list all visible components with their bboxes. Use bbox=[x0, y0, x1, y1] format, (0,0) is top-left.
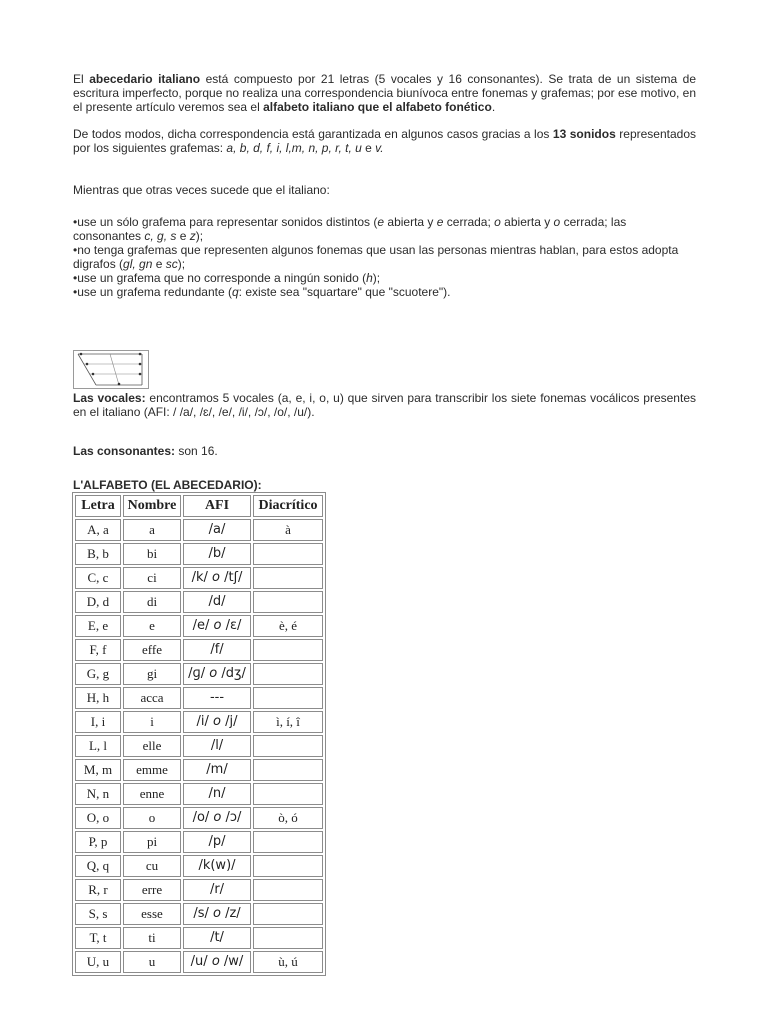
table-row bbox=[75, 543, 323, 565]
letter-cell: D, d bbox=[75, 591, 121, 613]
column-header: Diacrítico bbox=[253, 495, 323, 517]
letter-cell: I, i bbox=[75, 711, 121, 733]
letter-cell: H, h bbox=[75, 687, 121, 709]
name-cell: cu bbox=[123, 855, 181, 877]
text: •no tenga grafemas que representen algunos fonemas que usan las personas mientras hablan, para estos adopta digrafos ( bbox=[73, 243, 679, 271]
diacritic-cell bbox=[253, 639, 323, 661]
diacritic-cell bbox=[253, 855, 323, 877]
ipa-cell: /d/ bbox=[183, 591, 251, 613]
diacritic-cell: ò, ó bbox=[253, 807, 323, 829]
diacritic-cell: ì, í, î bbox=[253, 711, 323, 733]
table-row bbox=[75, 639, 323, 661]
name-cell: di bbox=[123, 591, 181, 613]
diacritic-cell bbox=[253, 903, 323, 925]
italic-term: a, b, d, f, i, l,m, n, p, r, t, u bbox=[226, 141, 362, 155]
vowels-text: encontramos 5 vocales (a, e, i, o, u) que sirven para transcribir los siete fonemas vocálicos presentes en el italiano (AFI: / /a/, /ɛ/, /e/, /i/, /ɔ/, /o/, /u/). bbox=[73, 391, 696, 419]
name-cell: ti bbox=[123, 927, 181, 949]
table-row bbox=[75, 663, 323, 685]
table-row bbox=[75, 807, 323, 829]
text: •use un grafema que no corresponde a ningún sonido ( bbox=[73, 271, 367, 285]
connector-word: o bbox=[211, 954, 220, 969]
list-item bbox=[73, 243, 696, 271]
ipa-cell: /b/ bbox=[183, 543, 251, 565]
connector-word: o bbox=[213, 618, 222, 633]
consonants-label: Las consonantes: bbox=[73, 444, 176, 458]
table-row bbox=[75, 615, 323, 637]
diacritic-cell bbox=[253, 567, 323, 589]
column-header: Letra bbox=[75, 495, 121, 517]
ipa-cell: /i/ o /j/ bbox=[183, 711, 251, 733]
connector-word: o bbox=[212, 570, 221, 585]
italic-term: o bbox=[494, 215, 501, 229]
connector-word: o bbox=[213, 810, 222, 825]
connector-word: o bbox=[209, 666, 218, 681]
letter-cell: C, c bbox=[75, 567, 121, 589]
list-item bbox=[73, 215, 696, 243]
letter-cell: F, f bbox=[75, 639, 121, 661]
name-cell: effe bbox=[123, 639, 181, 661]
italic-term: v. bbox=[375, 141, 384, 155]
text: e bbox=[361, 141, 376, 155]
ipa-cell: /l/ bbox=[183, 735, 251, 757]
table-row bbox=[75, 711, 323, 733]
italic-term: z bbox=[189, 229, 196, 243]
column-header: Nombre bbox=[123, 495, 181, 517]
column-header: AFI bbox=[183, 495, 251, 517]
bold-term: alfabeto italiano que el alfabeto fonético bbox=[263, 100, 492, 114]
italic-term: q bbox=[231, 285, 239, 299]
text: abierta y bbox=[500, 215, 554, 229]
italic-term: o bbox=[553, 215, 561, 229]
letter-cell: R, r bbox=[75, 879, 121, 901]
feature-list bbox=[73, 215, 696, 299]
name-cell: o bbox=[123, 807, 181, 829]
name-cell: e bbox=[123, 615, 181, 637]
table-row bbox=[75, 783, 323, 805]
diacritic-cell bbox=[253, 663, 323, 685]
italic-term: e bbox=[436, 215, 444, 229]
diacritic-cell bbox=[253, 831, 323, 853]
intro-paragraph-3: Mientras que otras veces sucede que el italiano: bbox=[73, 183, 330, 197]
table-title: L'ALFABETO (EL ABECEDARIO): bbox=[73, 478, 262, 492]
text: abierta y bbox=[384, 215, 437, 229]
table-body bbox=[75, 519, 323, 973]
ipa-cell: /p/ bbox=[183, 831, 251, 853]
table-row bbox=[75, 567, 323, 589]
diacritic-cell bbox=[253, 783, 323, 805]
ipa-cell: /t/ bbox=[183, 927, 251, 949]
table-row bbox=[75, 903, 323, 925]
table-row bbox=[75, 855, 323, 877]
vowels-label: Las vocales: bbox=[73, 391, 146, 405]
diacritic-cell bbox=[253, 735, 323, 757]
connector-word: o bbox=[212, 906, 221, 921]
text: cerrada; bbox=[443, 215, 495, 229]
name-cell: ci bbox=[123, 567, 181, 589]
connector-word: o bbox=[213, 714, 221, 729]
ipa-cell: /e/ o /ɛ/ bbox=[183, 615, 251, 637]
text: representados por los siguientes grafemas: bbox=[73, 127, 696, 155]
text: cerrada; las consonantes bbox=[73, 215, 627, 243]
table-header-row bbox=[75, 495, 323, 517]
table-row bbox=[75, 591, 323, 613]
ipa-cell: /a/ bbox=[183, 519, 251, 541]
ipa-cell: /k/ o /tʃ/ bbox=[183, 567, 251, 589]
letter-cell: Q, q bbox=[75, 855, 121, 877]
letter-cell: L, l bbox=[75, 735, 121, 757]
name-cell: emme bbox=[123, 759, 181, 781]
text: . bbox=[491, 100, 496, 114]
vowel-trapezoid-image bbox=[73, 350, 149, 389]
bold-term: abecedario italiano bbox=[89, 72, 201, 86]
table-row bbox=[75, 735, 323, 757]
table-row bbox=[75, 759, 323, 781]
bold-term: 13 sonidos bbox=[552, 127, 616, 141]
diacritic-cell bbox=[253, 591, 323, 613]
alphabet-table bbox=[72, 492, 326, 976]
diacritic-cell bbox=[253, 543, 323, 565]
letter-cell: A, a bbox=[75, 519, 121, 541]
article-body bbox=[73, 72, 696, 299]
ipa-cell: /u/ o /w/ bbox=[183, 951, 251, 973]
text: : existe sea "squartare" que "scuotere"). bbox=[238, 285, 451, 299]
text: ); bbox=[177, 257, 186, 271]
text: ); bbox=[195, 229, 204, 243]
vowels-paragraph bbox=[73, 391, 696, 419]
consonants-text: son 16. bbox=[175, 444, 218, 458]
name-cell: enne bbox=[123, 783, 181, 805]
table-row bbox=[75, 831, 323, 853]
diacritic-cell bbox=[253, 927, 323, 949]
name-cell: a bbox=[123, 519, 181, 541]
text: e bbox=[176, 229, 190, 243]
consonants-paragraph bbox=[73, 444, 696, 458]
ipa-cell: /f/ bbox=[183, 639, 251, 661]
table-row bbox=[75, 927, 323, 949]
letter-cell: T, t bbox=[75, 927, 121, 949]
letter-cell: M, m bbox=[75, 759, 121, 781]
name-cell: esse bbox=[123, 903, 181, 925]
ipa-cell: /n/ bbox=[183, 783, 251, 805]
italic-term: e bbox=[377, 215, 385, 229]
letter-cell: E, e bbox=[75, 615, 121, 637]
table-row bbox=[75, 687, 323, 709]
diacritic-cell: ù, ú bbox=[253, 951, 323, 973]
letter-cell: O, o bbox=[75, 807, 121, 829]
vowel-chart-graphic bbox=[74, 351, 148, 388]
text: •use un sólo grafema para representar sonidos distintos ( bbox=[73, 215, 378, 229]
italic-term: gl, gn bbox=[123, 257, 153, 271]
list-item bbox=[73, 271, 696, 285]
diacritic-cell bbox=[253, 687, 323, 709]
diacritic-cell bbox=[253, 879, 323, 901]
italic-term: h bbox=[366, 271, 373, 285]
ipa-cell: /r/ bbox=[183, 879, 251, 901]
diacritic-cell: à bbox=[253, 519, 323, 541]
name-cell: gi bbox=[123, 663, 181, 685]
intro-paragraph-2 bbox=[73, 127, 696, 155]
ipa-cell: /s/ o /z/ bbox=[183, 903, 251, 925]
letter-cell: U, u bbox=[75, 951, 121, 973]
ipa-cell: --- bbox=[183, 687, 251, 709]
text: •use un grafema redundante ( bbox=[73, 285, 232, 299]
ipa-cell: /k(w)/ bbox=[183, 855, 251, 877]
diacritic-cell bbox=[253, 759, 323, 781]
letter-cell: S, s bbox=[75, 903, 121, 925]
name-cell: i bbox=[123, 711, 181, 733]
letter-cell: G, g bbox=[75, 663, 121, 685]
text: De todos modos, dicha correspondencia está garantizada en algunos casos gracias a los bbox=[73, 127, 553, 141]
letter-cell: N, n bbox=[75, 783, 121, 805]
name-cell: bi bbox=[123, 543, 181, 565]
table-row bbox=[75, 519, 323, 541]
ipa-cell: /m/ bbox=[183, 759, 251, 781]
name-cell: u bbox=[123, 951, 181, 973]
diacritic-cell: è, é bbox=[253, 615, 323, 637]
text: e bbox=[152, 257, 166, 271]
ipa-cell: /ɡ/ o /dʒ/ bbox=[183, 663, 251, 685]
list-item bbox=[73, 285, 696, 299]
name-cell: pi bbox=[123, 831, 181, 853]
italic-term: c, g, s bbox=[144, 229, 177, 243]
letter-cell: B, b bbox=[75, 543, 121, 565]
name-cell: acca bbox=[123, 687, 181, 709]
intro-paragraph-1 bbox=[73, 72, 696, 114]
table-row bbox=[75, 879, 323, 901]
ipa-cell: /o/ o /ɔ/ bbox=[183, 807, 251, 829]
letter-cell: P, p bbox=[75, 831, 121, 853]
text: está compuesto por 21 letras (5 vocales y 16 consonantes). Se trata de un sistema de escritura imperfecto, porque no realiza una correspondencia biunívoca entre fonemas y grafemas; por ese motivo, en el presente artículo veremos sea el bbox=[73, 72, 697, 114]
name-cell: elle bbox=[123, 735, 181, 757]
table-row bbox=[75, 951, 323, 973]
name-cell: erre bbox=[123, 879, 181, 901]
text: ); bbox=[372, 271, 381, 285]
italic-term: sc bbox=[165, 257, 178, 271]
text: El bbox=[73, 72, 90, 86]
